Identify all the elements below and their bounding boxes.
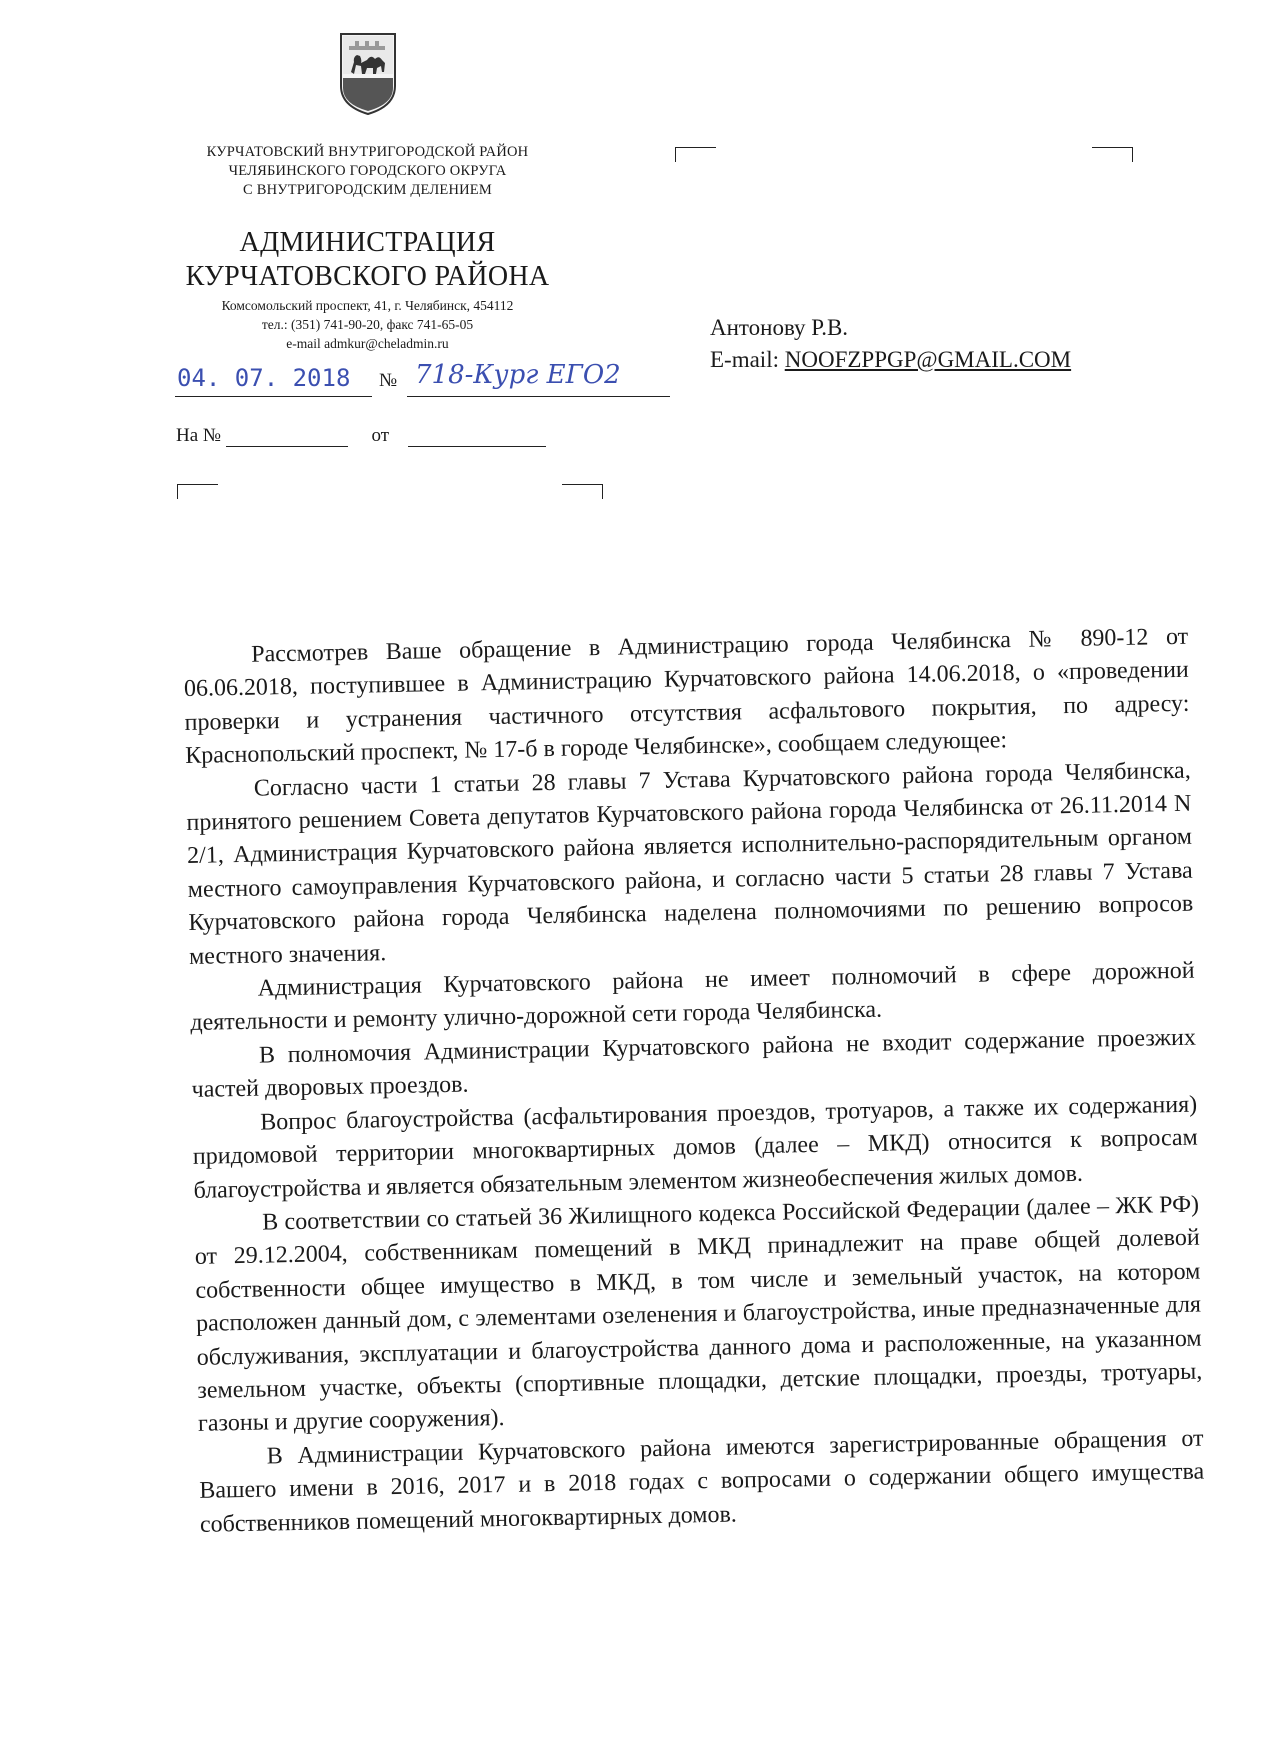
addressee-bracket-right: [1092, 147, 1133, 162]
district-header: [160, 143, 575, 200]
subject-bracket-right: [562, 484, 603, 499]
coat-of-arms-icon: [337, 32, 399, 116]
addressee-name: Антонову Р.В.: [710, 315, 849, 340]
number-label: №: [379, 370, 398, 391]
registration-number: 718-Кург ЕГО2: [407, 360, 670, 397]
addressee-email-label: E-mail:: [710, 347, 779, 372]
administration-title: [160, 226, 575, 294]
reference-date-label: от: [371, 425, 390, 446]
addressee-email: NOOFZPPGP@GMAIL.COM: [784, 347, 1072, 372]
email-line: e-mail admkur@cheladmin.ru: [286, 336, 449, 351]
phone-line: тел.: (351) 741-90-20, факс 741-65-05: [261, 317, 474, 332]
reference-date-blank: [408, 426, 546, 447]
address-line: Комсомольский проспект, 41, г. Челябинск, 454112: [221, 298, 514, 313]
reference-number-blank: [226, 426, 348, 447]
addressee-bracket-left: [675, 147, 716, 162]
reference-number-label: На №: [176, 425, 222, 446]
letter-body: [183, 621, 1205, 1542]
reference-line: [176, 425, 546, 447]
district-line: КУРЧАТОВСКИЙ ВНУТРИГОРОДСКОЙ РАЙОН: [206, 144, 529, 160]
body-paragraph: Вопрос благоустройства (асфальтирования проездов, тротуаров, а также их содержания) придомовой территории многоквартирных домов (далее – МКД) относится к вопросам благоустройства и является обязательным элементом жизнеобеспечения жилых домов.: [192, 1091, 1198, 1204]
body-paragraph: Рассмотрев Ваше обращение в Администрацию города Челябинска № 890-12 от 06.06.2018, поступившее в Администрацию Курчатовского района 14.06.2018, о «проведении проверки и устранения частичного отсутствия асфальтового покрытия, по адресу: Краснопольский проспект, № 17-б в городе Челябинске», сообщаем следующее:: [183, 623, 1190, 770]
subject-bracket-left: [177, 484, 218, 499]
contact-info: [160, 296, 575, 353]
district-line: С ВНУТРИГОРОДСКИМ ДЕЛЕНИЕМ: [243, 182, 492, 198]
body-paragraph: В соответствии со статьей 36 Жилищного кодекса Российской Федерации (далее – ЖК РФ) от 29.12.2004, собственникам помещений в МКД принадлежит на праве общей долевой собственности общее имущество в МКД, в том числе и земельный участок, на котором расположен данный дом, с элементами озеленения и благоустройства, иные предназначенные для обслуживания, эксплуатации и благоустройства данного дома и расположенные, на указанном земельном участке, объекты (спортивные площадки, детские площадки, проезды, тротуары, газоны и другие сооружения).: [194, 1191, 1203, 1438]
registration-date: 04. 07. 2018: [175, 364, 372, 397]
admin-title-line: АДМИНИСТРАЦИЯ: [239, 227, 496, 258]
body-paragraph: В полномочия Администрации Курчатовского района не входит содержание проезжих частей дворовых проездов.: [191, 1024, 1197, 1104]
body-paragraph: Администрация Курчатовского района не имеет полномочий в сфере дорожной деятельности и ремонту улично-дорожной сети города Челябинска.: [190, 957, 1195, 1037]
district-line: ЧЕЛЯБИНСКОГО ГОРОДСКОГО ОКРУГА: [228, 163, 507, 179]
admin-title-line: КУРЧАТОВСКОГО РАЙОНА: [185, 261, 550, 292]
body-paragraph: Согласно части 1 статьи 28 главы 7 Устава Курчатовского района города Челябинска, принятого решением Совета депутатов Курчатовского района города Челябинска от 26.11.2014 N 2/1, Администрация Курчатовского района является исполнительно-распорядительным органом местного самоуправления Курчатовского района, и согласно части 5 статьи 28 главы 7 Устава Курчатовского района города Челябинска наделена полномочиями по решению вопросов местного значения.: [186, 757, 1194, 970]
addressee-block: [710, 312, 1071, 376]
addressee-email-line: [710, 344, 1071, 376]
body-paragraph: В Администрации Курчатовского района имеются зарегистрированные обращения от Вашего имени в 2016, 2017 и в 2018 годах с вопросами о содержании общего имущества собственников помещений многоквартирных домов.: [199, 1425, 1205, 1538]
